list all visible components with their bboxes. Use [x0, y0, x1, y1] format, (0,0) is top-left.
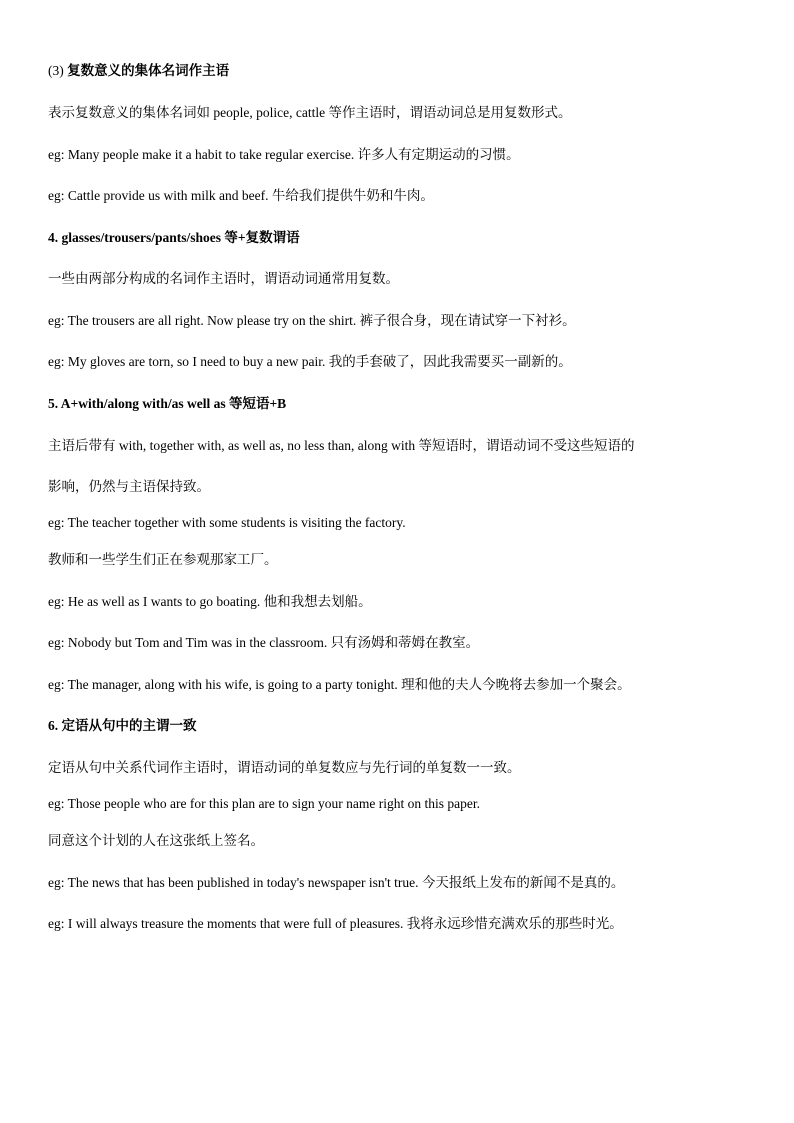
paragraph-line: 表示复数意义的集体名词如 people, police, cattle 等作主语时，谓语动词总是用复数形式。 — [48, 105, 572, 120]
heading-text: 定语从句中的主谓一致 — [61, 718, 197, 733]
example-line: eg: The teacher together with some students is visiting the factory. — [48, 515, 406, 530]
paragraph-line: 一些由两部分构成的名词作主语时，谓语动词通常用复数。 — [48, 271, 399, 286]
example-line: eg: Nobody but Tom and Tim was in the classroom. 只有汤姆和蒂姆在教室。 — [48, 635, 480, 650]
paragraph-line: 主语后带有 with, together with, as well as, no less than, along with 等短语时，谓语动词不受这些短语的 — [48, 438, 635, 453]
example-line: eg: He as well as I wants to go boating. 他和我想去划船。 — [48, 594, 372, 609]
translation-line: 同意这个计划的人在这张纸上签名。 — [48, 833, 264, 848]
paragraph-line: 影响，仍然与主语保持致。 — [48, 479, 210, 494]
heading-text: A+with/along with/as well as 等短语+B — [60, 396, 287, 411]
section-heading-4 — [48, 229, 754, 247]
example-line: eg: I will always treasure the moments that were full of pleasures. 我将永远珍惜充满欢乐的那些时光。 — [48, 916, 623, 931]
heading-number: (3) — [48, 63, 64, 78]
example-line: eg: Many people make it a habit to take regular exercise. 许多人有定期运动的习惯。 — [48, 147, 520, 162]
section-heading-3 — [48, 62, 754, 80]
heading-number: 4. — [48, 230, 59, 245]
paragraph-line: 定语从句中关系代词作主语时，谓语动词的单复数应与先行词的单复数一一致。 — [48, 760, 521, 775]
section-heading-6 — [48, 717, 754, 735]
example-line: eg: The trousers are all right. Now please try on the shirt. 裤子很合身，现在请试穿一下衬衫。 — [48, 313, 576, 328]
heading-number: 6. — [48, 718, 59, 733]
heading-text: 复数意义的集体名词作主语 — [67, 63, 230, 78]
example-line: eg: The manager, along with his wife, is going to a party tonight. 理和他的夫人今晚将去参加一个聚会。 — [48, 677, 631, 692]
heading-number: 5. — [48, 396, 59, 411]
example-line: eg: My gloves are torn, so I need to buy a new pair. 我的手套破了，因此我需要买一副新的。 — [48, 354, 572, 369]
example-line: eg: Those people who are for this plan are to sign your name right on this paper. — [48, 796, 481, 811]
example-line: eg: Cattle provide us with milk and beef. 牛给我们提供牛奶和牛肉。 — [48, 188, 434, 203]
translation-line: 教师和一些学生们正在参观那家工厂。 — [48, 552, 278, 567]
heading-text: glasses/trousers/pants/shoes 等+复数谓语 — [61, 230, 300, 245]
section-heading-5 — [48, 395, 754, 413]
example-line: eg: The news that has been published in today's newspaper isn't true. 今天报纸上发布的新闻不是真的。 — [48, 875, 625, 890]
